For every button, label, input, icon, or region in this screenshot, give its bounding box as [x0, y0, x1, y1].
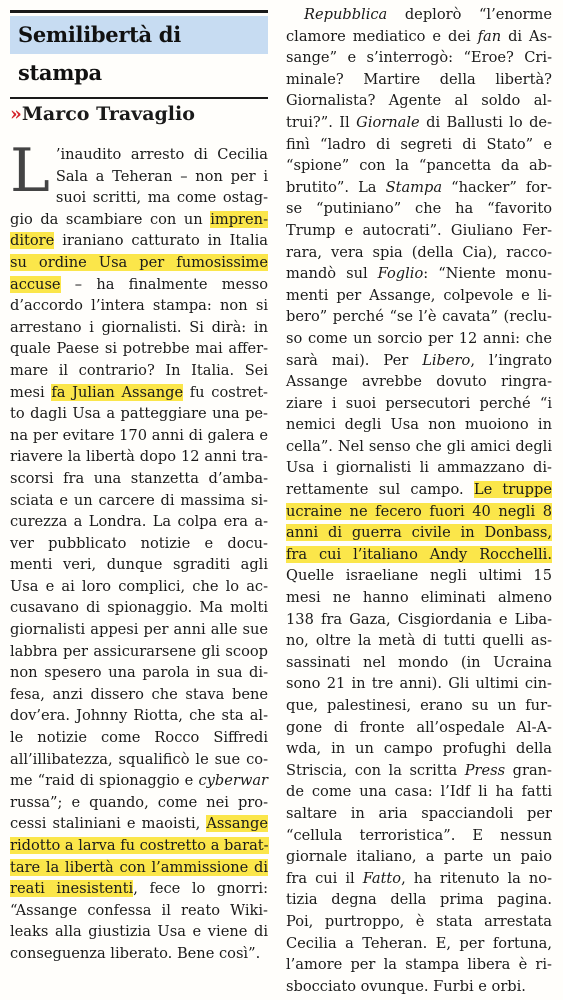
highlighted-text: fa Julian Assange [51, 383, 184, 401]
highlighted-text: tare la libertà con l’ammissione di [10, 858, 268, 876]
text-line: que, palestinesi, erano su un fur- [286, 697, 552, 714]
text-line: “cellula terroristica”. E nessun [286, 826, 552, 844]
text-line [286, 868, 552, 890]
text-line: russa”; e quando, come nei pro- [10, 793, 268, 811]
text-line: d’accordo l’intera stampa: non si [10, 297, 268, 315]
text-line: 138 fra Gaza, Cisgiordania e Liba- [286, 610, 552, 628]
text-line [286, 501, 552, 523]
text-line: non spesero una parola in sua di- [10, 664, 268, 682]
text-line: no, oltre la metà di tutti quelli as- [286, 632, 552, 650]
text-line [10, 382, 268, 404]
text-line: Quelle israeliane negli ultimi 15 [286, 567, 552, 585]
text-run: iraniano catturato in Italia [54, 232, 268, 250]
text-line: menti veri, dunque sgraditi agli [10, 556, 268, 574]
text-line: Cecilia a Teheran. E, per fortuna, [286, 934, 552, 952]
highlighted-text: ridotto a larva fu costretto a barat- [10, 837, 269, 854]
text-run: : “Niente monu- [423, 265, 552, 283]
text-line: ziare i suoi persecutori perché “i [286, 394, 552, 412]
text-run: Foglio [377, 265, 424, 283]
text-line [10, 813, 268, 835]
text-line [286, 177, 552, 199]
highlighted-text: ditore [10, 232, 55, 250]
text-line: sbocciato ovunque. Furbi e orbi. [286, 977, 526, 995]
text-line: all’illibatezza, squalificò le sue co- [10, 750, 268, 768]
text-line: Assange avrebbe dovuto ringra- [286, 373, 552, 391]
text-line: se “putiniano” che ha “favorito [286, 200, 552, 218]
text-run: mesi [10, 383, 52, 401]
text-run: , l’ingrato [470, 351, 552, 369]
text-line [10, 835, 268, 857]
text-run: me “raid di spionaggio e [10, 772, 199, 790]
text-run: sarà mai). Per [286, 351, 423, 369]
text-run: Repubblica [304, 6, 388, 23]
text-run: cessi staliniani e maoisti, [10, 815, 207, 833]
text-run: “hacker” for- [442, 178, 552, 196]
author-name: Marco Travaglio [21, 103, 195, 125]
byline-marker-icon: » [10, 103, 19, 125]
text-line: “spione” con la “pancetta da ab- [286, 157, 552, 175]
text-line: minale? Martire della libertà? [286, 70, 552, 88]
text-line: leaks alla giustizia Usa e viene di [10, 923, 268, 941]
text-line: Usa e ai loro complici, che lo ac- [10, 577, 268, 595]
text-line: de come una casa: l’Idf li ha fatti [286, 783, 552, 801]
text-line: Poi, purtroppo, è stata arrestata [286, 912, 552, 930]
text-run: di Ballusti lo de- [419, 113, 552, 131]
text-line: to dagli Usa a patteggiare una pe- [10, 405, 268, 423]
text-line: wda, in un campo profughi della [286, 740, 552, 758]
text-run: trui?”. Il [286, 113, 357, 131]
text-line: ver pubblicato notizie e docu- [10, 534, 268, 552]
text-line: labbra per assicurarsene gli scoop [10, 642, 268, 660]
text-line [286, 760, 552, 782]
text-line [286, 544, 552, 566]
text-line: dov’era. Johnny Riotta, che sta al- [10, 707, 268, 725]
text-line: curezza a Londra. La colpa era a- [10, 513, 268, 531]
text-run: mandò sul [286, 265, 378, 283]
text-line [10, 209, 268, 231]
text-line: riavere la libertà dopo 12 anni tra- [10, 448, 268, 466]
text-run: – ha finalmente messo [60, 275, 268, 293]
highlighted-text: anni di guerra civile in Donbass, [286, 524, 552, 542]
text-line [286, 26, 552, 48]
text-line: na per evitare 170 anni di galera e [10, 426, 268, 444]
text-line [286, 522, 552, 544]
text-line: suoi scritti, ma come ostag- [55, 189, 268, 207]
text-line [10, 857, 268, 879]
text-line: conseguenza liberato. Bene così”. [10, 944, 261, 962]
text-run: clamore mediatico e dei [286, 27, 478, 45]
text-line: bero” perché “se l’è cavata” (reclu- [286, 308, 552, 326]
text-run: di As- [501, 27, 553, 45]
text-line: arrestano i giornalisti. Si dirà: in [10, 318, 268, 336]
highlighted-text: fra cui l’italiano Andy Rocchelli. [286, 545, 552, 563]
text-line: quale Paese si potrebbe mai affer- [10, 340, 268, 358]
text-line [286, 112, 552, 134]
text-line: cusavano di spionaggio. Ma molti [10, 599, 268, 617]
text-line: giornalisti appesi per anni alle sue [10, 621, 268, 639]
highlighted-text: accuse [10, 275, 61, 293]
text-line: sange” e s’interrogò: “Eroe? Cri- [286, 49, 552, 67]
text-run: gran- [505, 761, 552, 779]
text-line: le notizie come Rocco Siffredi [10, 729, 268, 747]
text-run: gio da scambiare con un [10, 210, 211, 228]
text-line: cella”. Nel senso che gli amici degli [286, 437, 552, 455]
highlighted-text: Assange [206, 815, 268, 833]
text-line: mesi ne hanno eliminati almeno [286, 589, 552, 607]
text-run: Press [464, 761, 506, 779]
text-line: rara, vera spia (della Cia), racco- [286, 243, 552, 261]
text-run: Striscia, con la scritta [286, 761, 465, 779]
text-line: gone di fronte all’ospedale Al-A- [286, 718, 552, 736]
text-line: “Assange confessa il reato Wiki- [10, 901, 268, 919]
text-run: Stampa [385, 178, 443, 196]
text-line [286, 263, 552, 285]
text-line: Trump e autocrati”. Giuliano Fer- [286, 221, 552, 239]
highlighted-text: reati inesistenti [10, 880, 134, 898]
text-line [10, 878, 268, 900]
text-line: scorsi fra una stanzetta d’amba- [10, 469, 268, 487]
text-line: saltare in aria spacciandoli per [286, 804, 552, 822]
text-line: nemici degli Usa non muoiono in [286, 416, 552, 434]
text-run: , fece lo gnorri: [133, 880, 268, 898]
text-run: cyberwar [198, 772, 268, 790]
text-line: mare il contrario? In Italia. Sei [10, 361, 268, 379]
text-run: fra cui il [286, 869, 363, 887]
text-run: Giornale [356, 113, 420, 131]
text-line: sciata e un carcere di massima si- [10, 491, 268, 509]
text-line [286, 4, 552, 26]
dropcap: L [10, 136, 50, 206]
text-line [286, 350, 552, 372]
article-body-left [10, 136, 269, 965]
column-left [10, 0, 268, 1000]
text-line: Sala a Teheran – non per i [55, 167, 268, 185]
text-line: ’inaudito arresto di Cecilia [55, 146, 268, 163]
highlighted-text: su ordine Usa per fumosissime [10, 253, 268, 271]
headline: Semilibertà di stampa [18, 22, 181, 85]
text-line: giornale italiano, a parte un paio [286, 848, 552, 866]
text-line: menti per Assange, colpevole e li- [286, 286, 552, 304]
text-line: tizia degna della prima pagina. [286, 891, 552, 909]
text-run: , ha ritenuto la no- [401, 869, 553, 887]
text-line: l’amore per la stampa libera è ri- [286, 956, 552, 974]
highlighted-text: ucraine ne fecero fuori 40 negli 8 [286, 502, 552, 520]
text-line: so come un sorcio per 12 anni: che [286, 329, 552, 347]
highlighted-text: impren- [210, 210, 268, 228]
text-line: Giornalista? Agente al soldo al- [286, 92, 552, 110]
text-line: sono 21 in tre anni). Gli ultimi cin- [286, 675, 552, 693]
text-run: fan [477, 27, 502, 45]
text-line: Usa i giornalisti li ammazzano di- [286, 459, 552, 477]
text-line: finì “ladro di segreti di Stato” e [286, 135, 552, 153]
text-run: deplorò “l’enorme [387, 6, 552, 23]
text-run: fu costret- [183, 383, 268, 401]
text-line [286, 479, 552, 501]
text-line [10, 274, 268, 296]
text-line: sassinati nel mondo (in Ucraina [286, 653, 552, 671]
text-run: Fatto [362, 869, 402, 887]
text-line [10, 252, 268, 274]
column-right [286, 0, 552, 1000]
text-run: Libero [422, 351, 471, 369]
text-run: rettamente sul campo. [286, 481, 474, 499]
article-body-right [286, 4, 552, 997]
text-line [10, 770, 268, 792]
highlighted-text: Le truppe [473, 481, 552, 499]
text-line [10, 230, 268, 252]
text-run: brutito”. La [286, 178, 386, 196]
text-line: fesa, anzi dissero che stava bene [10, 685, 268, 703]
